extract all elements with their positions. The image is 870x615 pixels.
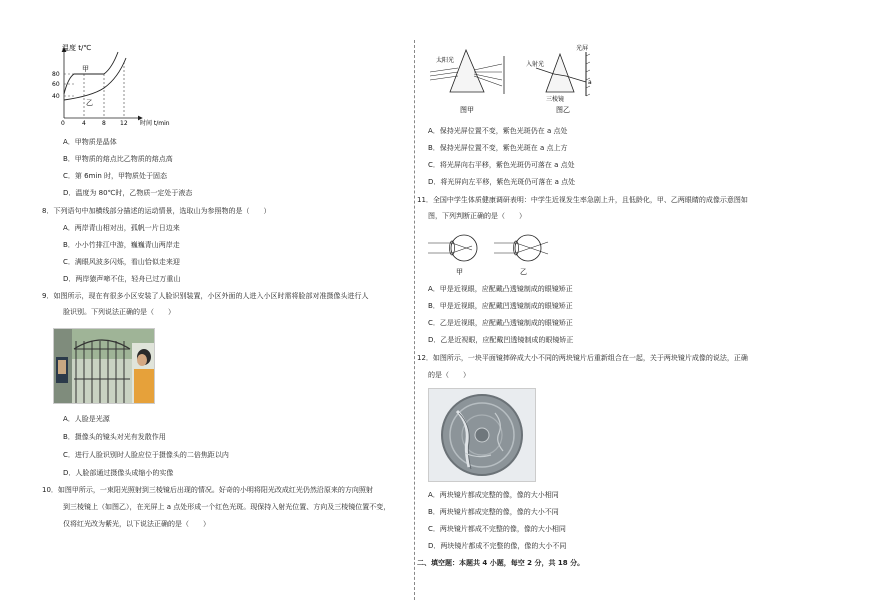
incident-light-label: 入射光 xyxy=(526,61,545,68)
q8-option-c: C．满眼风波多闪烁，看山恰似走来迎 xyxy=(63,258,180,266)
q12-stem-line2: 的是（ ） xyxy=(428,371,470,379)
light-screen-label: 光屏 xyxy=(576,45,589,52)
eye-label-a: 甲 xyxy=(456,268,463,276)
q9-stem-line1: 9．如图所示，现在有很多小区安装了人脸识别装置，小区外面的人进入小区时需将脸部对准摄像头进行人 xyxy=(42,292,369,300)
q10-stem-line3: 仅将红光改为紫光，以下说法正确的是（ ） xyxy=(63,520,210,528)
q9-option-b: B．摄像头的镜头对光有发散作用 xyxy=(63,433,166,441)
point-a-label: a xyxy=(588,79,592,86)
x-tick-12: 12 xyxy=(120,120,128,127)
x-tick-4: 4 xyxy=(82,120,86,127)
q10-stem-line2: 到三棱镜上（如图乙），在光屏上 a 点处形成一个红色光斑。现保持入射光位置、方向及三棱镜位置不变， xyxy=(63,503,391,511)
caption-fig-a: 图甲 xyxy=(460,106,474,114)
y-tick-80: 80 xyxy=(52,71,60,78)
q12-option-a: A．两块镜片都成完整的像，像的大小相同 xyxy=(428,491,559,499)
q7-option-d: D．温度为 80℃时，乙物质一定处于液态 xyxy=(63,189,193,197)
temperature-time-graph xyxy=(42,42,182,130)
q11-option-a: A．甲是近视眼，应配戴凸透镜制成的眼镜矫正 xyxy=(428,285,573,293)
q8-option-d: D．两岸猿声啼不住，轻舟已过万重山 xyxy=(63,275,181,283)
q11-option-c: C．乙是近视眼，应配戴凸透镜制成的眼镜矫正 xyxy=(428,319,573,327)
q12-option-d: D．两块镜片都成不完整的像，像的大小不同 xyxy=(428,542,567,550)
q11-stem-line2: 图，下列判断正确的是（ ） xyxy=(428,212,526,220)
x-tick-0: 0 xyxy=(61,120,65,127)
q11-option-b: B．甲是近视眼，应配戴凹透镜制成的眼镜矫正 xyxy=(428,302,573,310)
prism-figures xyxy=(428,42,608,118)
sun-light-label: 太阳光 xyxy=(436,57,455,64)
q10-option-b: B．保持光屏位置不变，紫色光斑在 a 点上方 xyxy=(428,144,568,152)
graph-ylabel: 温度 t/℃ xyxy=(62,44,92,52)
q7-option-a: A．甲物质是晶体 xyxy=(63,138,117,146)
caption-fig-b: 图乙 xyxy=(556,106,570,114)
curve-label-a: 甲 xyxy=(82,65,89,73)
y-tick-40: 40 xyxy=(52,93,60,100)
column-divider xyxy=(414,40,415,600)
q10-option-a: A．保持光屏位置不变，紫色光斑仍在 a 点处 xyxy=(428,127,568,135)
graph-xlabel: 时间 t/min xyxy=(140,120,170,127)
q9-option-a: A．人脸是光源 xyxy=(63,415,110,423)
curve-label-b: 乙 xyxy=(86,99,93,107)
x-tick-8: 8 xyxy=(102,120,106,127)
q9-option-c: C．进行人脸识别时人脸应位于摄像头的二倍焦距以内 xyxy=(63,451,229,459)
q10-stem-line1: 10．如图甲所示，一束阳光照射到三棱镜后出现的情况。好奇的小明将阳光改成红光仍然沿原来的方向照射 xyxy=(42,486,373,494)
q8-option-a: A．两岸青山相对出，孤帆一片日边来 xyxy=(63,224,180,232)
q12-option-b: B．两块镜片都成完整的像，像的大小不同 xyxy=(428,508,559,516)
q9-stem-line2: 脸识别。下列说法正确的是（ ） xyxy=(63,308,175,316)
q8-stem: 8．下列语句中加横线部分描述的运动情景，选取山为参照物的是（ ） xyxy=(42,207,271,215)
y-tick-60: 60 xyxy=(52,81,60,88)
q12-option-c: C．两块镜片都成不完整的像，像的大小相同 xyxy=(428,525,566,533)
q11-option-d: D．乙是近视眼，应配戴凹透镜制成的眼镜矫正 xyxy=(428,336,574,344)
q10-option-c: C．将光屏向右平移，紫色光斑仍可落在 a 点处 xyxy=(428,161,575,169)
q8-option-b: B．小小竹排江中游，巍巍青山两岸走 xyxy=(63,241,180,249)
broken-mirror-photo xyxy=(428,388,536,482)
prism-label: 三棱镜 xyxy=(546,96,565,103)
face-recognition-photo xyxy=(53,328,155,404)
q10-option-d: D．将光屏向左平移，紫色光斑仍可落在 a 点处 xyxy=(428,178,576,186)
q11-stem-line1: 11．全国中学生体质健康调研表明：中学生近视发生率急剧上升，且低龄化，甲、乙两眼睛的成像示意图如 xyxy=(417,196,748,204)
eye-diagrams xyxy=(428,228,568,278)
eye-label-b: 乙 xyxy=(520,268,527,276)
q7-option-b: B．甲物质的熔点比乙物质的熔点高 xyxy=(63,155,173,163)
q12-stem-line1: 12．如图所示，一块平面镜摔碎成大小不同的两块镜片后重新组合在一起，关于两块镜片成像的说法，正确 xyxy=(417,354,748,362)
q7-option-c: C．第 6min 时，甲物质处于固态 xyxy=(63,172,167,180)
q9-option-d: D．人脸部通过摄像头成缩小的实像 xyxy=(63,469,174,477)
section-2-heading: 二、填空题：本题共 4 小题，每空 2 分，共 18 分。 xyxy=(417,559,585,567)
